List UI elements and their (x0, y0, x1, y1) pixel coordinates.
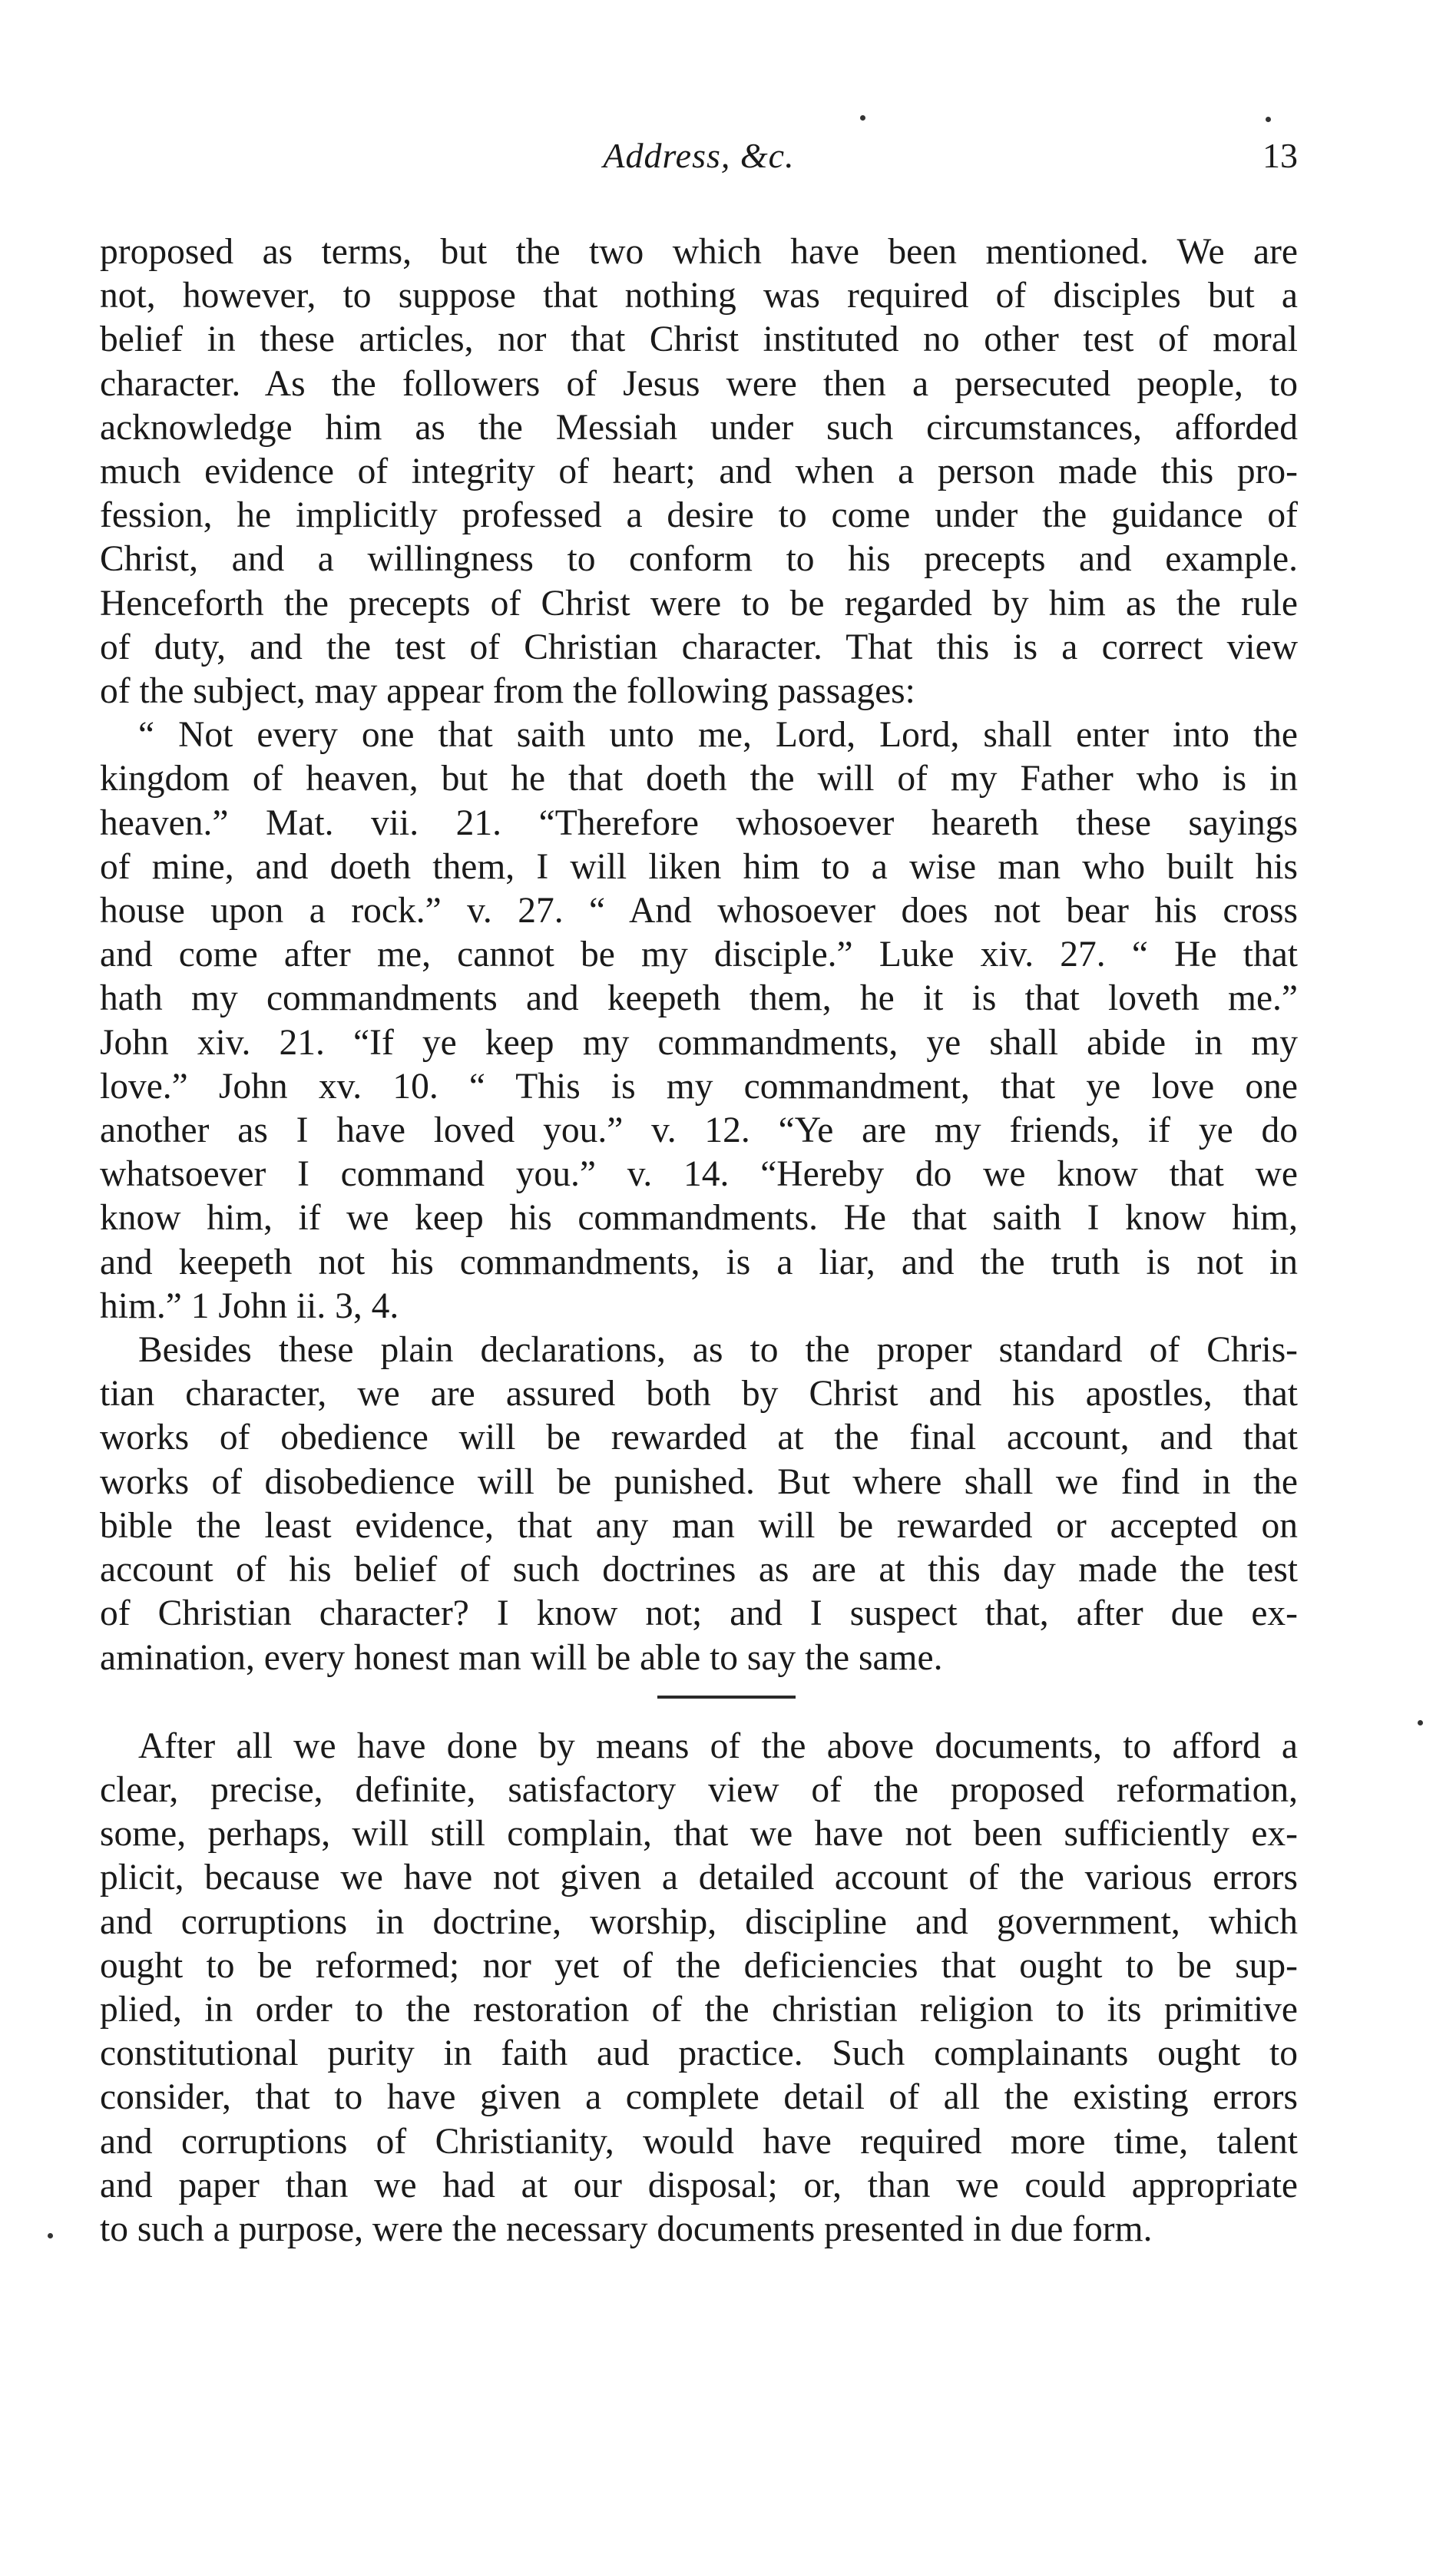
page-number: 13 (1262, 136, 1298, 175)
text-line: After all we have done by means of the above documents, to afford a (138, 1725, 1298, 1766)
text-line: him.” 1 John ii. 3, 4. (100, 1285, 399, 1326)
text-line: Besides these plain declarations, as to the proper standard of Chris- (138, 1330, 1298, 1371)
text-line: of mine, and doeth them, I will liken him to a wise man who built his (100, 846, 1298, 887)
text-line: and keepeth not his commandments, is a liar, and the truth is not in (100, 1242, 1298, 1282)
text-line: ought to be reformed; nor yet of the deficiencies that ought to be sup- (100, 1945, 1298, 1986)
text-line: much evidence of integrity of heart; and when a person made this pro- (100, 452, 1298, 492)
text-line: plicit, because we have not given a detailed account of the various errors (100, 1858, 1298, 1898)
section-gap (100, 1680, 1298, 1725)
text-line: kingdom of heaven, but he that doeth the will of my Father who is in (100, 759, 1298, 799)
text-line: amination, every honest man will be able to say the same. (100, 1637, 943, 1678)
section-divider-rule (657, 1696, 796, 1699)
text-line: not, however, to suppose that nothing was required of disciples but a (100, 276, 1298, 316)
text-line: fession, he implicitly professed a desire to come under the guidance of (100, 495, 1298, 536)
body-text (100, 230, 1298, 2252)
text-line: know him, if we keep his commandments. He that saith I know him, (100, 1198, 1298, 1239)
text-line: account of his belief of such doctrines as are at this day made the test (100, 1550, 1298, 1590)
text-line: works of disobedience will be punished. But where shall we find in the (100, 1461, 1298, 1502)
paragraph-3 (100, 1328, 1298, 1680)
text-line: love.” John xv. 10. “ This is my commandment, that ye love one (100, 1066, 1298, 1107)
text-line: and come after me, cannot be my disciple.” Luke xiv. 27. “ He that (100, 935, 1298, 975)
text-line: to such a purpose, were the necessary documents presented in due form. (100, 2209, 1153, 2249)
text-line: and paper than we had at our disposal; or, than we could appropriate (100, 2165, 1298, 2205)
text-line: constitutional purity in faith aud practice. Such complainants ought to (100, 2033, 1298, 2074)
text-line: tian character, we are assured both by Christ and his apostles, that (100, 1374, 1298, 1414)
text-line: character. As the followers of Jesus were then a persecuted people, to (100, 363, 1298, 404)
text-line: and corruptions of Christianity, would have required more time, talent (100, 2121, 1298, 2162)
text-line: of Christian character? I know not; and I suspect that, after due ex- (100, 1593, 1298, 1634)
text-line: of the subject, may appear from the following passages: (100, 671, 915, 712)
text-line: Henceforth the precepts of Christ were to be regarded by him as the rule (100, 583, 1298, 624)
text-line: plied, in order to the restoration of the christian religion to its primitive (100, 1989, 1298, 2030)
running-title: Address, &c. (603, 136, 795, 175)
text-line: works of obedience will be rewarded at the final account, and that (100, 1418, 1298, 1458)
text-line: proposed as terms, but the two which have been mentioned. We are (100, 232, 1298, 272)
text-line: acknowledge him as the Messiah under such circumstances, afforded (100, 407, 1298, 448)
text-line: some, perhaps, will still complain, that we have not been sufficiently ex- (100, 1814, 1298, 1855)
text-line: clear, precise, definite, satisfactory view of the proposed reformation, (100, 1769, 1298, 1810)
text-line: consider, that to have given a complete detail of all the existing errors (100, 2077, 1298, 2118)
text-line: John xiv. 21. “If ye keep my commandments, ye shall abide in my (100, 1022, 1298, 1063)
paragraph-4 (100, 1725, 1298, 2252)
text-line: “ Not every one that saith unto me, Lord, Lord, shall enter into the (138, 715, 1298, 756)
text-line: belief in these articles, nor that Christ instituted no other test of moral (100, 319, 1298, 360)
text-line: bible the least evidence, that any man will be rewarded or accepted on (100, 1505, 1298, 1546)
text-line: whatsoever I command you.” v. 14. “Hereby do we know that we (100, 1154, 1298, 1195)
text-line: and corruptions in doctrine, worship, discipline and government, which (100, 1901, 1298, 1942)
paragraph-1 (100, 230, 1298, 713)
paragraph-2 (100, 713, 1298, 1328)
text-line: Christ, and a willingness to conform to his precepts and example. (100, 539, 1298, 580)
text-line: hath my commandments and keepeth them, he it is that loveth me.” (100, 978, 1298, 1019)
scan-speck (1418, 1720, 1423, 1725)
text-line: heaven.” Mat. vii. 21. “Therefore whosoever heareth these sayings (100, 802, 1298, 843)
page-header (100, 135, 1298, 189)
text-line: house upon a rock.” v. 27. “ And whosoever does not bear his cross (100, 891, 1298, 931)
scan-speck (48, 2233, 53, 2238)
scan-speck (1266, 117, 1271, 122)
scan-speck (860, 115, 865, 121)
text-line: another as I have loved you.” v. 12. “Ye are my friends, if ye do (100, 1110, 1298, 1151)
text-line: of duty, and the test of Christian character. That this is a correct view (100, 627, 1298, 667)
